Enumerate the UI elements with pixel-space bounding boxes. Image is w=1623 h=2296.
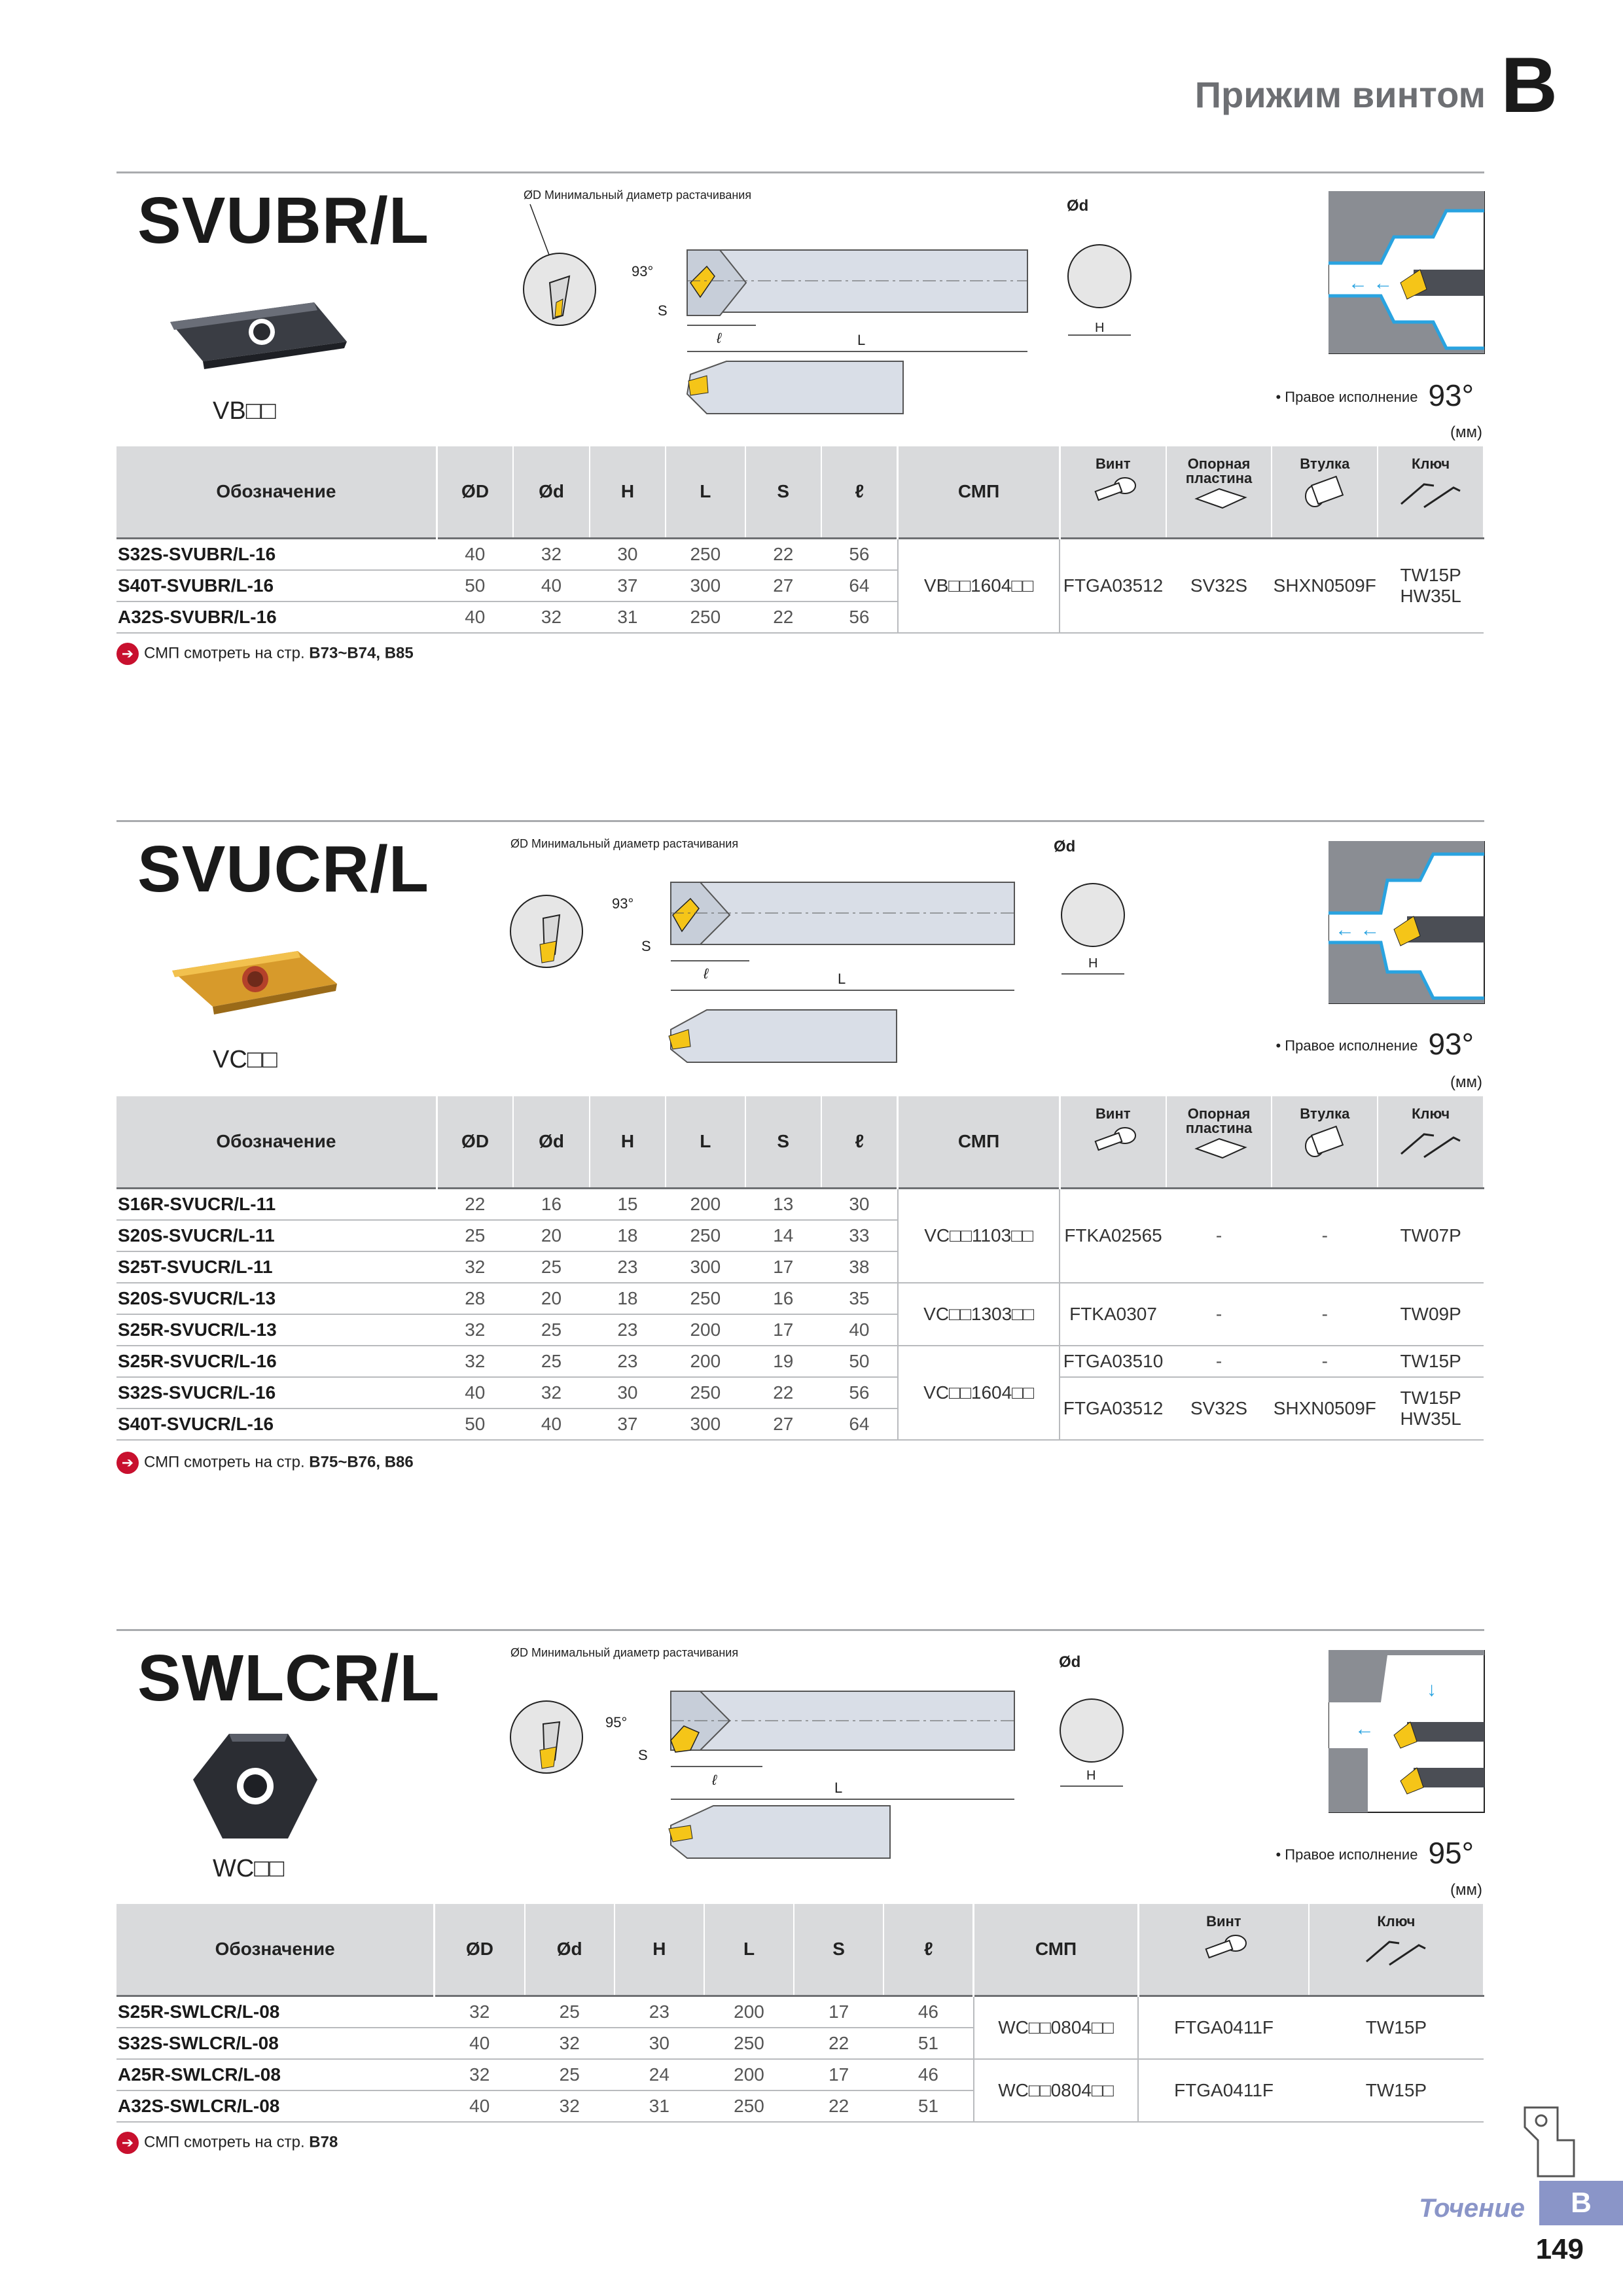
svg-text:H: H	[1086, 1768, 1096, 1783]
svg-text:S: S	[638, 1747, 648, 1763]
tool-drawing	[510, 185, 1178, 420]
insert-label: WC□□	[213, 1855, 285, 1882]
table-row: S25R-SVUCR/L-16	[116, 1346, 437, 1377]
right-hand-label: • Правое исполнение 93°	[1275, 378, 1474, 412]
insert-reference-note: ➔ СМП смотреть на стр. B78	[116, 2132, 338, 2154]
svg-text:93°: 93°	[632, 263, 654, 279]
tool-drawing	[504, 1642, 1171, 1865]
spec-table: Обозначение ØD Ød H L S ℓ СМП Винт Опорная пластина Втулка Ключ S16R-SVUCR/L-11 22 16 15 200 13 30 VC□□1103□□ FTKA02565 - - TW07P S20S-SVUCR/L-11 25 20 18 250 14 33 S25T-SVUCR/L-11 32 25 23 300 17 38 S20S-SVUCR/L-13 28 20 18 250 16 35 VC□□1303□□ FTKA0307 - - TW09P S25R-SVUCR/L-13 32 25 23 200 17 40 S25R-SVUCR/L-16 32 25 23 200 19 50 VC□□1604□□ FTGA03510 - - TW15P S32S-SVUCR/L-16 40 32 30 250 22 56 FTGA03512 SV32S SHXN0509F TW15P HW35L S40T-SVUCR/L-16 50 40 37 300 27 64	[116, 1096, 1484, 1441]
bush-icon	[1298, 1121, 1351, 1160]
svg-text:S: S	[658, 302, 668, 319]
right-hand-label: • Правое исполнение 93°	[1275, 1027, 1474, 1061]
svg-text:S: S	[641, 938, 651, 954]
section-tab[interactable]: B	[1539, 2181, 1623, 2225]
unit-label: (мм)	[1450, 423, 1482, 441]
svg-text:←: ←	[1355, 1718, 1374, 1740]
spec-table: Обозначение ØD Ød H L S ℓ СМП Винт Опорная пластина Втулка Ключ S32S-SVUBR/L-16 40 32 30 250 22 56 VB□□1604□□ FTGA03512 SV32S SHXN0509F TW15P HW35L S40T-SVUBR/L-16 50 40 37 300 27 64 A32S-SVUBR/L-16 40 32 31 250 22 56	[116, 446, 1484, 634]
svg-text:L: L	[857, 332, 866, 348]
insert-reference-note: ➔ СМП смотреть на стр. B75~B76, B86	[116, 1452, 414, 1474]
header-divider	[116, 171, 1484, 173]
shim-plate-icon	[1190, 1136, 1249, 1162]
tool-code-title: SVUBR/L	[137, 184, 429, 257]
turning-tool-icon	[1512, 2101, 1584, 2179]
svg-text:L: L	[838, 971, 846, 987]
arrow-right-icon: ➔	[116, 2132, 139, 2154]
svg-text:ℓ: ℓ	[712, 1772, 717, 1788]
svg-text:ℓ: ℓ	[704, 965, 709, 982]
machining-illustration	[1329, 191, 1486, 355]
insert-label: VB□□	[213, 397, 276, 425]
spec-table: Обозначение ØD Ød H L S ℓ СМП Винт Ключ S25R-SWLCR/L-08 32 25 23 200 17 46 WC□□0804□□ FTGA0411F TW15P S32S-SWLCR/L-08 40 32 30 250 22 51 A25R-SWLCR/L-08 32 25 24 200 17 46 WC□□0804□□ FTGA0411F TW15P A32S-SWLCR/L-08 40 32 31 250 22 51	[116, 1904, 1484, 2123]
table-row: S20S-SVUCR/L-13	[116, 1283, 437, 1314]
table-row: S25R-SWLCR/L-08	[116, 1996, 435, 2028]
table-row: A25R-SWLCR/L-08	[116, 2059, 435, 2090]
min-bore-label: ØD Минимальный диаметр растачивания	[524, 188, 752, 202]
table-row: S40T-SVUBR/L-16	[116, 570, 437, 601]
page-number: 149	[1535, 2233, 1584, 2265]
table-row: S25R-SVUCR/L-13	[116, 1314, 437, 1346]
machining-illustration	[1329, 841, 1486, 1005]
shim-plate-icon	[1190, 486, 1249, 512]
screw-icon	[1087, 1121, 1139, 1160]
screw-icon	[1198, 1929, 1250, 1968]
svg-text:Ød: Ød	[1054, 838, 1076, 855]
svg-text:↓: ↓	[1427, 1679, 1436, 1700]
tool-code-title: SVUCR/L	[137, 833, 429, 906]
insert-reference-note: ➔ СМП смотреть на стр. B73~B74, B85	[116, 643, 414, 665]
svg-text:95°: 95°	[605, 1714, 628, 1731]
screw-icon	[1087, 471, 1139, 511]
svg-text:ØD Минимальный диаметр растачи: ØD Минимальный диаметр растачивания	[510, 1646, 739, 1659]
table-row: S25T-SVUCR/L-11	[116, 1251, 437, 1283]
arrow-right-icon: ➔	[116, 1452, 139, 1474]
svg-text:H: H	[1095, 321, 1105, 335]
svg-text:Ød: Ød	[1067, 197, 1089, 215]
table-row: A32S-SVUBR/L-16	[116, 601, 437, 633]
machining-illustration	[1329, 1650, 1486, 1814]
unit-label: (мм)	[1450, 1073, 1482, 1091]
right-hand-label: • Правое исполнение 95°	[1275, 1836, 1474, 1870]
arrow-right-icon: ➔	[116, 643, 139, 665]
table-row: S32S-SVUCR/L-16	[116, 1377, 437, 1408]
svg-text:Ød: Ød	[1059, 1653, 1081, 1671]
unit-label: (мм)	[1450, 1881, 1482, 1899]
svg-text:L: L	[834, 1780, 843, 1796]
table-row: S16R-SVUCR/L-11	[116, 1188, 437, 1220]
section-divider	[116, 820, 1484, 822]
svg-text:← ←: ← ←	[1335, 919, 1380, 941]
table-row: S40T-SVUCR/L-16	[116, 1408, 437, 1440]
table-row: S32S-SVUBR/L-16	[116, 538, 437, 570]
svg-text:ØD Минимальный диаметр растачи: ØD Минимальный диаметр растачивания	[510, 837, 739, 850]
svg-text:93°: 93°	[612, 895, 634, 912]
insert-image-vc	[167, 941, 350, 1039]
table-row: A32S-SWLCR/L-08	[116, 2090, 435, 2122]
table-row: S32S-SWLCR/L-08	[116, 2028, 435, 2059]
key-icon	[1395, 471, 1467, 511]
insert-label: VC□□	[213, 1046, 277, 1073]
svg-text:ℓ: ℓ	[717, 330, 722, 346]
section-divider	[116, 1629, 1484, 1631]
svg-text:H: H	[1088, 956, 1098, 971]
page-header-letter: B	[1501, 41, 1558, 129]
key-icon	[1360, 1929, 1432, 1968]
page-header-title: Прижим винтом	[1194, 74, 1486, 115]
table-row: S20S-SVUCR/L-11	[116, 1220, 437, 1251]
key-icon	[1395, 1121, 1467, 1160]
svg-text:← ←: ← ←	[1348, 272, 1393, 294]
insert-image-wc	[190, 1727, 321, 1852]
insert-image-vb	[164, 296, 360, 394]
bush-icon	[1298, 471, 1351, 511]
tool-code-title: SWLCR/L	[137, 1641, 440, 1715]
tool-drawing	[504, 833, 1171, 1069]
col-header: Обозначение	[116, 446, 437, 538]
section-word: Точение	[1419, 2194, 1525, 2223]
